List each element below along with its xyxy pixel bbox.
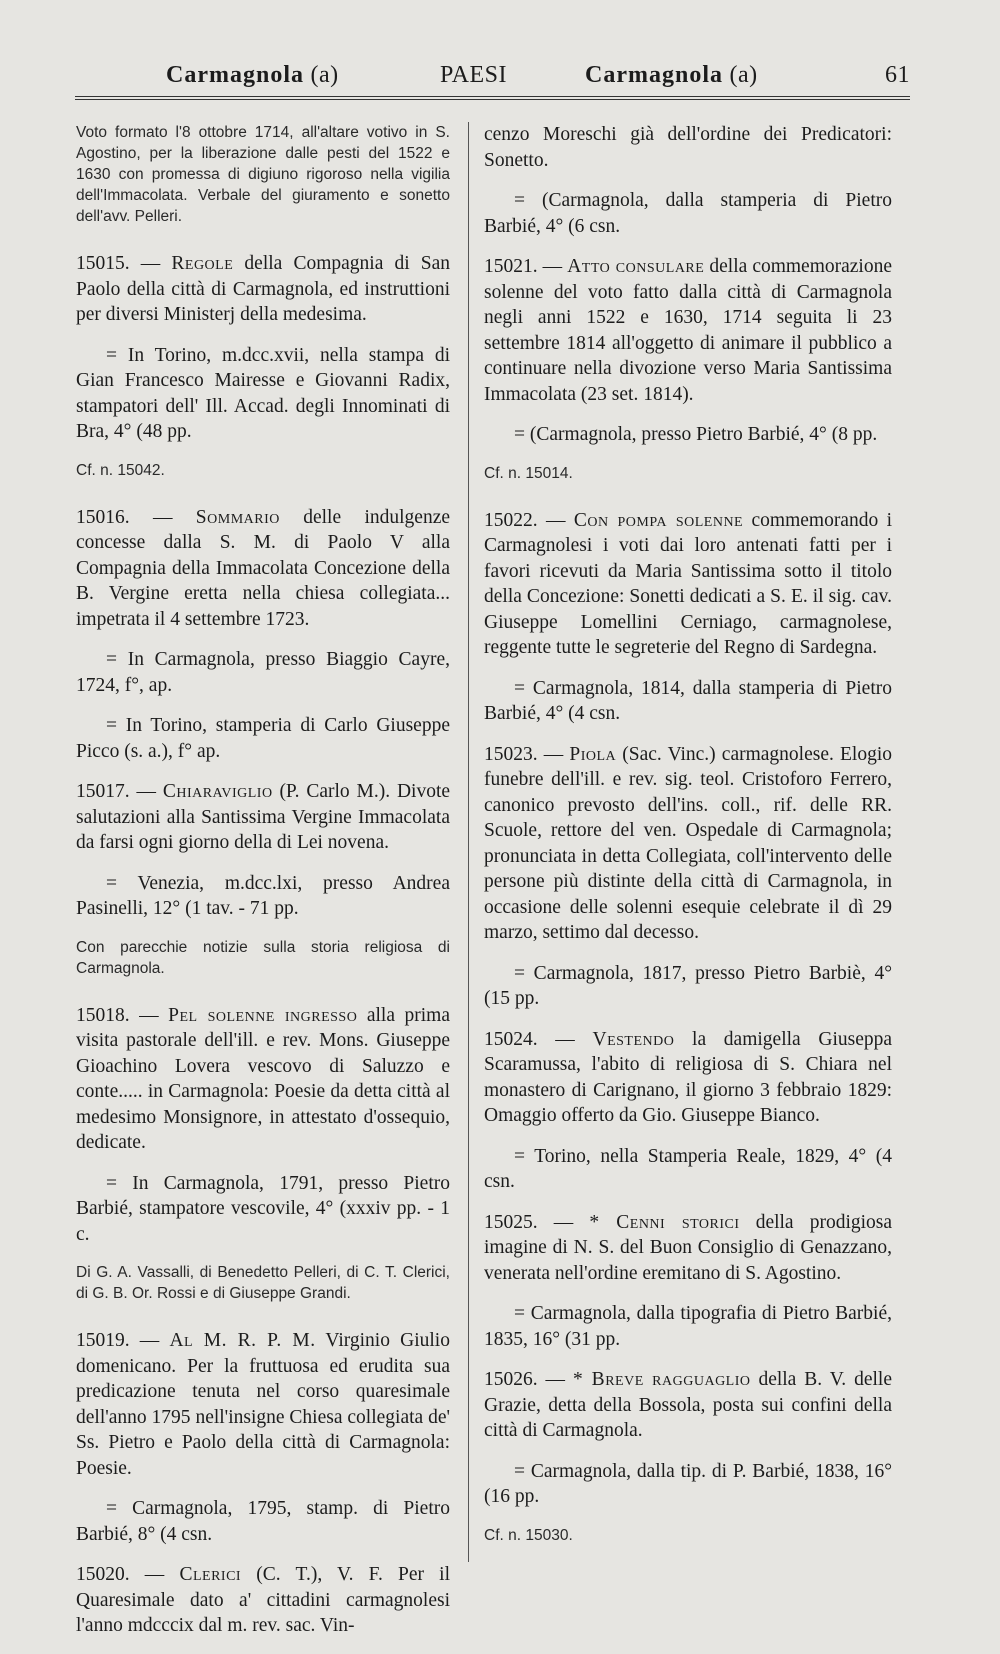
imprint-15020: = (Carmagnola, dalla stamperia di Pietro Barbié, 4° (6 csn. (484, 190, 892, 237)
imprint-15024: = Torino, nella Stamperia Reale, 1829, 4° (4 csn. (484, 1145, 892, 1192)
entry-15022: 15022. — Con pompa solenne commemorando i Carmagnolesi i voti dai loro antenati fatti per i favori ricevuti da Maria Santissima sotto il titolo della Concezione: Sonetti dedicati a S. E. il sig. cav. Giuseppe Lomellini Cerniago, carmagnolese, reggente tutte le segreterie del Regno di Sardegna. (484, 509, 893, 658)
imprint-15015: = In Torino, m.dcc.xvii, nella stampa di Gian Francesco Mairesse e Giovanni Radix, stampatori dell' Ill. Accad. degli Innominati di Bra, 4° (48 pp. (76, 344, 450, 442)
note-15017: Con parecchie notizie sulla storia religiosa di Carmagnola. (76, 938, 450, 977)
entry-15026: 15026. — * Breve ragguaglio della B. V. delle Grazie, detta della Bossola, posta sui confini della città di Carmagnola. (484, 1369, 893, 1441)
two-column-body (70, 122, 910, 1654)
running-head-right: Carmagnola (a) (585, 62, 758, 88)
imprint-15026: = Carmagnola, dalla tip. di P. Barbié, 1838, 16° (16 pp. (484, 1460, 892, 1507)
entry-15019: 15019. — Al M. R. P. M. Virginio Giulio domenicano. Per la fruttuosa ed erudita sua predicazione tenuta nel corso quaresimale dell'anno 1795 nell'insigne Chiesa collegiata de' Ss. Pietro e Paolo della città di Carmagnola: Poesie. (76, 1330, 450, 1479)
page-number: 61 (885, 62, 910, 88)
entry-15021: 15021. — Atto consulare della commemorazione solenne del voto fatto dalla città di Carmagnola negli anni 1522 e 1630, 1714 seguita li 23 settembre 1814 all'oggetto di animare il pubblico a continuare nella divozione verso Maria Santissima Immacolata (23 set. 1814). (484, 256, 893, 405)
entry-15015: 15015. — Regole della Compagnia di San Paolo della città di Carmagnola, ed instruttioni per diversi Ministerj della medesima. (76, 253, 451, 325)
imprint-15023: = Carmagnola, 1817, presso Pietro Barbiè, 4° (15 pp. (484, 962, 892, 1009)
note-15026: Cf. n. 15030. (484, 1526, 573, 1544)
running-head-left: Carmagnola (a) (166, 62, 339, 88)
imprint-15016-b: = In Torino, stamperia di Carlo Giuseppe Picco (s. a.), f° ap. (76, 715, 450, 762)
entry-15016: 15016. — Sommario delle indulgenze concesse dalla S. M. di Paolo V alla Compagnia della Immacolata Concezione della B. Vergine eretta nella chiesa collegiata... impetrata il 4 settembre 1723. (76, 506, 451, 630)
note-15021: Cf. n. 15014. (484, 464, 573, 482)
imprint-15018: = In Carmagnola, 1791, presso Pietro Barbié, stampatore vescovile, 4° (xxxiv pp. - 1 c. (76, 1172, 450, 1245)
imprint-15025: = Carmagnola, dalla tipografia di Pietro Barbié, 1835, 16° (31 pp. (484, 1303, 892, 1350)
left-column (70, 122, 462, 1654)
running-head-section: PAESI (440, 62, 507, 88)
entry-15020: 15020. — Clerici (C. T.), V. F. Per il Quaresimale dato a' cittadini carmagnolesi l'anno mdcccix dal m. rev. sac. Vin- (76, 1564, 451, 1636)
entry-15018: 15018. — Pel solenne ingresso alla prima visita pastorale dell'ill. e rev. Mons. Giuseppe Gioachino Lovera vescovo di Saluzzo e conte..... in Carmagnola: Poesie da detta città al medesimo Monsignore, in attestato d'ossequio, dedicate. (76, 1004, 450, 1153)
intro-note: Voto formato l'8 ottobre 1714, all'altare votivo in S. Agostino, per la liberazione dalle pesti del 1522 e 1630 con promessa di digiuno rigoroso nella vigilia dell'Immacolata. Verbale del giuramento e sonetto dell'avv. Pelleri. (76, 124, 450, 225)
right-column (462, 122, 892, 1654)
column-divider (468, 122, 469, 1562)
entry-15017: 15017. — Chiaraviglio (P. Carlo M.). Divote salutazioni alla Santissima Vergine Immacolata da farsi ogni giorno della di Lei novena. (76, 781, 451, 853)
running-head (70, 62, 910, 96)
imprint-15017: = Venezia, m.dcc.lxi, presso Andrea Pasinelli, 12° (1 tav. - 71 pp. (76, 872, 450, 919)
note-15018: Di G. A. Vassalli, di Benedetto Pelleri, di C. T. Clerici, di G. B. Or. Rossi e di Giuseppe Grandi. (76, 1264, 450, 1302)
entry-15023: 15023. — Piola (Sac. Vinc.) carmagnolese. Elogio funebre dell'ill. e rev. sig. teol. Cristoforo Ferrero, canonico prevosto dell'ins. coll., rif. delle RR. Scuole, rettore del ven. Ospedale di Carmagnola; pronunciata in detta Collegiata, coll'intervento delle persone più distinte della città di Carmagnola, in occasione delle solenni esequie celebrate il dì 29 marzo, settimo dal decesso. (484, 743, 892, 943)
imprint-15022: = Carmagnola, 1814, dalla stamperia di Pietro Barbié, 4° (4 csn. (484, 677, 892, 724)
note-15015: Cf. n. 15042. (76, 461, 165, 479)
entry-15024: 15024. — Vestendo la damigella Giuseppa Scaramussa, l'abito di religiosa di S. Chiara nel monastero di Carignano, il giorno 3 febbraio 1829: Omaggio offerto da Gio. Giuseppe Bianco. (484, 1028, 893, 1126)
imprint-15019: = Carmagnola, 1795, stamp. di Pietro Barbié, 8° (4 csn. (76, 1498, 450, 1545)
header-rule (75, 96, 910, 100)
entry-15020-continued: cenzo Moreschi già dell'ordine dei Predicatori: Sonetto. (484, 124, 892, 171)
imprint-15021: = (Carmagnola, presso Pietro Barbié, 4° (8 pp. (514, 424, 878, 445)
entry-15025: 15025. — * Cenni storici della prodigiosa imagine di N. S. del Buon Consiglio di Genazzano, venerata nell'ordine eremitano di S. Agostino. (484, 1211, 893, 1284)
imprint-15016-a: = In Carmagnola, presso Biaggio Cayre, 1724, f°, ap. (76, 649, 450, 696)
